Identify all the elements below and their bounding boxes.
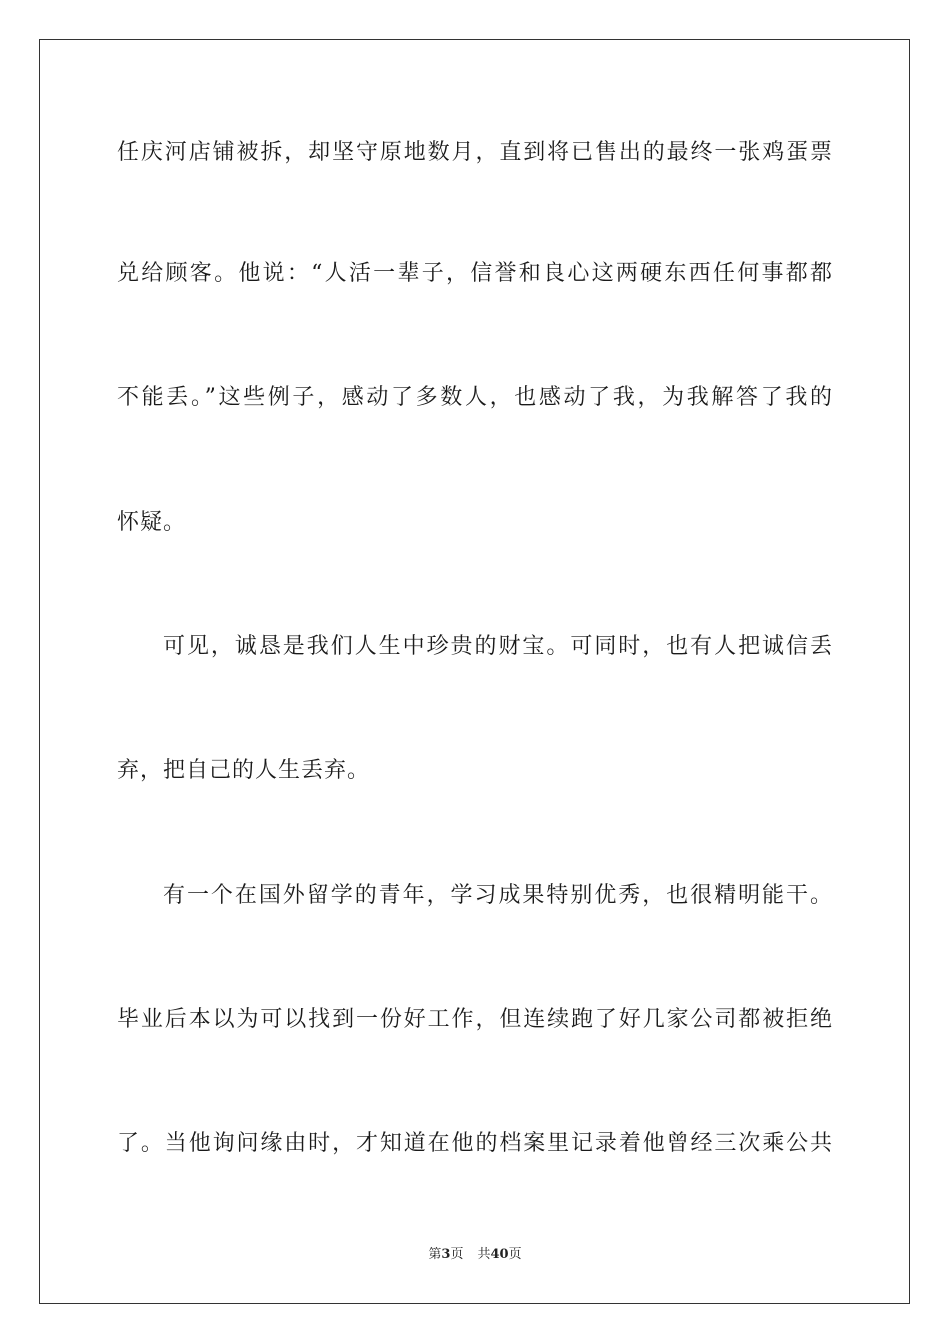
text-line-3: 不能丢。”这些例子，感动了多数人，也感动了我，为我解答了我的	[117, 385, 833, 410]
text-line-9: 了。当他询问缘由时，才知道在他的档案里记录着他曾经三次乘公共	[117, 1131, 833, 1156]
text-line-7: 有一个在国外留学的青年，学习成果特别优秀，也很精明能干。	[163, 883, 833, 908]
total-pages: 40	[490, 1247, 509, 1262]
page-border	[39, 39, 910, 1304]
total-suffix: 页	[508, 1247, 522, 1262]
page-footer	[0, 1246, 950, 1264]
text-line-5: 可见，诚恳是我们人生中珍贵的财宝。可同时，也有人把诚信丢	[163, 634, 833, 659]
text-line-4: 怀疑。	[117, 510, 187, 535]
page-number: 3	[441, 1247, 451, 1262]
text-line-2: 兑给顾客。他说：“人活一辈子，信誉和良心这两硬东西任何事都都	[117, 261, 833, 286]
text-line-6: 弃，把自己的人生丢弃。	[117, 758, 371, 783]
page-suffix: 页	[450, 1247, 464, 1262]
text-line-8: 毕业后本以为可以找到一份好工作，但连续跑了好几家公司都被拒绝	[117, 1007, 833, 1032]
total-prefix: 共	[477, 1247, 491, 1262]
text-line-1: 任庆河店铺被拆，却坚守原地数月，直到将已售出的最终一张鸡蛋票	[117, 140, 833, 165]
page-prefix: 第	[428, 1247, 442, 1262]
